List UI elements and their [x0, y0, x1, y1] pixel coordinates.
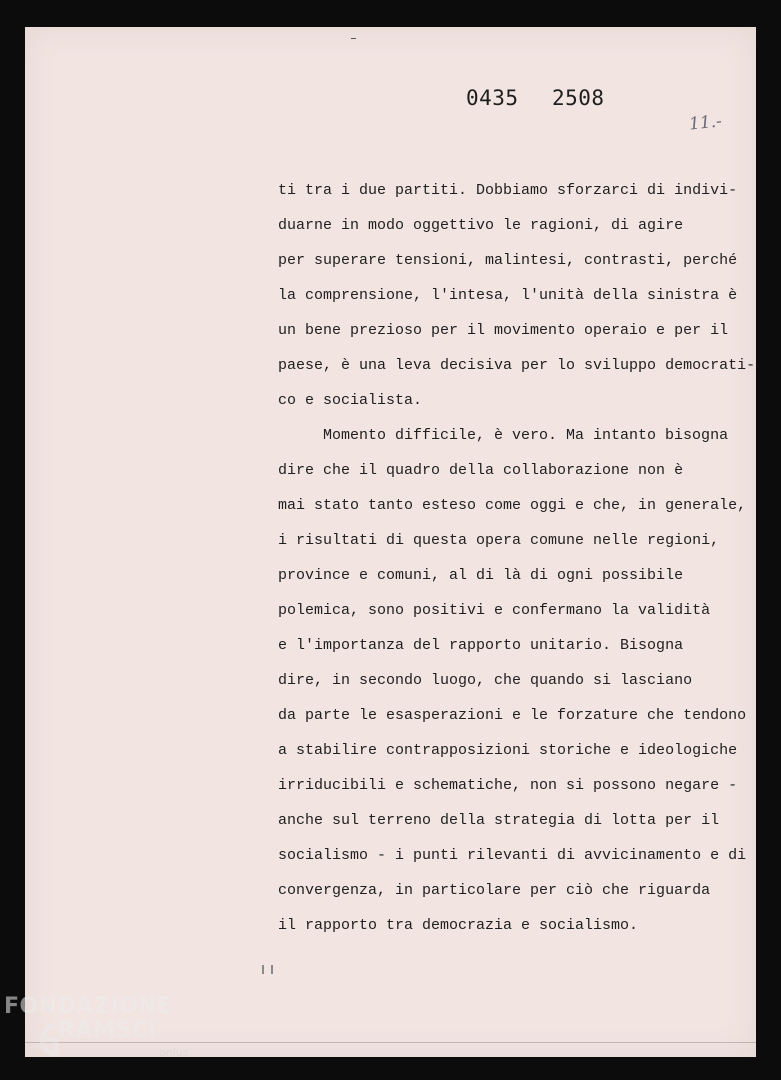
text-line: ti tra i due partiti. Dobbiamo sforzarci di indivi-	[278, 182, 738, 199]
text-line: e l'importanza del rapporto unitario. Bisogna	[278, 637, 684, 654]
logo-onlus: onlus	[159, 1046, 189, 1059]
text-line: irriducibili e schematiche, non si possono negare -	[278, 777, 738, 794]
text-line: mai stato tanto esteso come oggi e che, in generale,	[278, 497, 747, 514]
text-line: un bene prezioso per il movimento operaio e per il	[278, 322, 729, 339]
document-number-right: 2508	[552, 86, 605, 110]
ink-marks	[262, 965, 276, 975]
text-line: dire che il quadro della collaborazione non è	[278, 462, 684, 479]
handwritten-page-mark: 11.-	[688, 111, 723, 135]
logo-text-line1: FONDAZIONE	[4, 994, 173, 1019]
text-line: Momento difficile, è vero. Ma intanto bisogna	[323, 427, 729, 444]
fondazione-gramsci-logo	[4, 994, 204, 1074]
text-line: convergenza, in particolare per ciò che riguarda	[278, 882, 711, 899]
document-page	[25, 27, 756, 1057]
logo-g-icon	[30, 1018, 60, 1070]
text-line: duarne in modo oggettivo le ragioni, di agire	[278, 217, 684, 234]
text-line: il rapporto tra democrazia e socialismo.	[278, 917, 639, 934]
text-line: la comprensione, l'intesa, l'unità della sinistra è	[278, 287, 738, 304]
typed-body-text	[278, 173, 756, 943]
logo-text-line2: RAMSCI	[58, 1018, 158, 1043]
text-line: polemica, sono positivi e confermano la validità	[278, 602, 711, 619]
punch-mark	[351, 38, 356, 39]
text-line: i risultati di questa opera comune nelle regioni,	[278, 532, 720, 549]
text-line: socialismo - i punti rilevanti di avvicinamento e di	[278, 847, 747, 864]
text-line: anche sul terreno della strategia di lotta per il	[278, 812, 720, 829]
text-line: dire, in secondo luogo, che quando si lasciano	[278, 672, 693, 689]
text-line: da parte le esasperazioni e le forzature che tendono	[278, 707, 747, 724]
text-line: paese, è una leva decisiva per lo sviluppo democrati-	[278, 357, 756, 374]
text-line: a stabilire contrapposizioni storiche e ideologiche	[278, 742, 738, 759]
text-line: province e comuni, al di là di ogni possibile	[278, 567, 684, 584]
text-line: per superare tensioni, malintesi, contrasti, perché	[278, 252, 738, 269]
document-number-left: 0435	[466, 86, 519, 110]
text-line: co e socialista.	[278, 392, 423, 409]
